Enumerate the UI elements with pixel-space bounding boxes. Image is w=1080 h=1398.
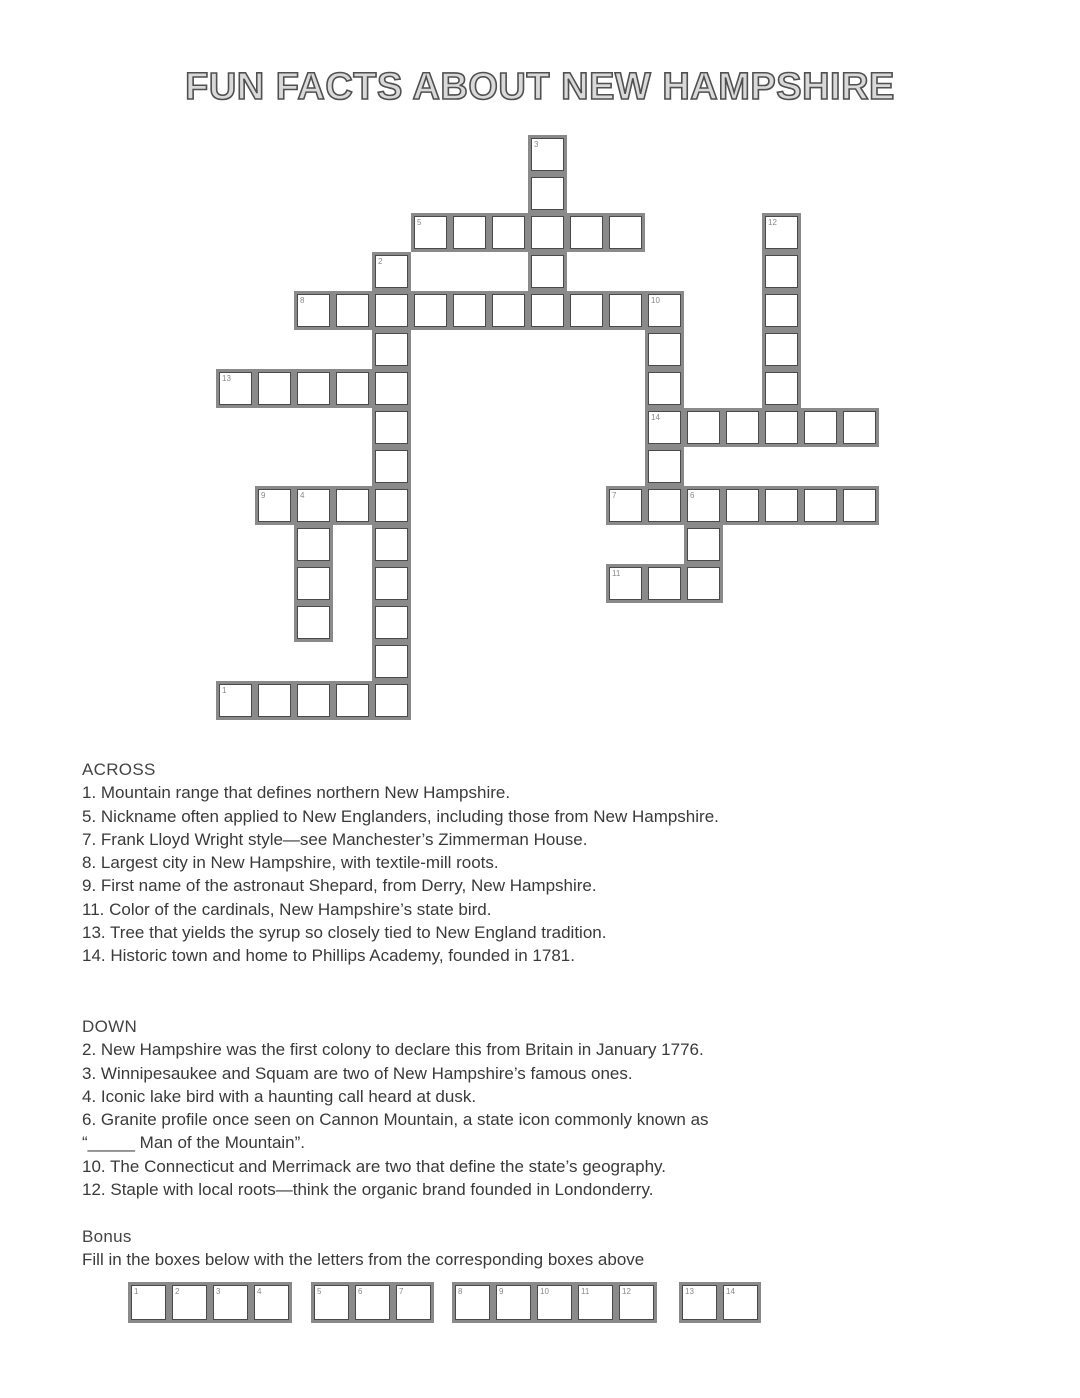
crossword-cell[interactable] [489, 291, 528, 330]
clue-across-5: 5. Nickname often applied to New Englanders, including those from New Hampshire. [82, 806, 719, 826]
cell-number: 7 [612, 491, 617, 500]
crossword-cell[interactable] [333, 369, 372, 408]
crossword-cell[interactable] [606, 213, 645, 252]
bonus-box-number: 5 [317, 1287, 322, 1296]
clue-down-10: 10. The Connecticut and Merrimack are two that define the state’s geography. [82, 1156, 667, 1176]
clue-down-4: 4. Iconic lake bird with a haunting call heard at dusk. [82, 1086, 477, 1106]
crossword-cell[interactable] [684, 525, 723, 564]
crossword-cell[interactable] [372, 525, 411, 564]
crossword-cell[interactable] [840, 486, 879, 525]
crossword-cell[interactable] [294, 486, 333, 525]
crossword-cell[interactable] [684, 486, 723, 525]
crossword-cell[interactable] [840, 408, 879, 447]
crossword-cell[interactable] [255, 486, 294, 525]
crossword-cell[interactable] [333, 486, 372, 525]
crossword-cell[interactable] [606, 564, 645, 603]
bonus-box-number: 9 [499, 1287, 504, 1296]
clue-across-13: 13. Tree that yields the syrup so closely tied to New England tradition. [82, 923, 607, 943]
cell-number: 9 [261, 491, 266, 500]
bonus-box[interactable] [169, 1282, 210, 1323]
crossword-cell[interactable] [411, 291, 450, 330]
crossword-cell[interactable] [372, 564, 411, 603]
bonus-box-number: 2 [175, 1287, 180, 1296]
crossword-cell[interactable] [645, 447, 684, 486]
bonus-box-number: 6 [358, 1287, 363, 1296]
crossword-cell[interactable] [762, 408, 801, 447]
bonus-box[interactable] [393, 1282, 434, 1323]
clue-across-7: 7. Frank Lloyd Wright style—see Manchester’s Zimmerman House. [82, 829, 588, 849]
crossword-cell[interactable] [762, 486, 801, 525]
crossword-cell[interactable] [294, 525, 333, 564]
bonus-box[interactable] [493, 1282, 534, 1323]
bonus-box-number: 14 [726, 1287, 735, 1296]
cell-number: 4 [300, 491, 305, 500]
crossword-cell[interactable] [216, 369, 255, 408]
bonus-box-number: 1 [134, 1287, 139, 1296]
crossword-cell[interactable] [372, 642, 411, 681]
crossword-cell[interactable] [411, 213, 450, 252]
crossword-cell[interactable] [333, 291, 372, 330]
bonus-instruction: Fill in the boxes below with the letters from the corresponding boxes above [82, 1250, 645, 1270]
cell-number: 1 [222, 686, 227, 695]
page-title: FUN FACTS ABOUT NEW HAMPSHIRE [185, 66, 895, 108]
bonus-box[interactable] [352, 1282, 393, 1323]
crossword-cell[interactable] [372, 369, 411, 408]
crossword-cell[interactable] [645, 486, 684, 525]
crossword-cell[interactable] [645, 408, 684, 447]
clue-down-6-cont: “_____ Man of the Mountain”. [82, 1133, 306, 1153]
crossword-cell[interactable] [372, 330, 411, 369]
cell-number: 11 [612, 569, 621, 578]
clue-down-2: 2. New Hampshire was the first colony to declare this from Britain in January 1776. [82, 1040, 704, 1060]
bonus-box[interactable] [452, 1282, 493, 1323]
bonus-section [82, 1225, 644, 1272]
cell-number: 2 [378, 257, 383, 266]
cell-number: 3 [534, 140, 539, 149]
crossword-cell[interactable] [372, 486, 411, 525]
across-heading: ACROSS [82, 760, 156, 779]
crossword-cell[interactable] [333, 681, 372, 720]
bonus-box-number: 4 [257, 1287, 262, 1296]
crossword-cell[interactable] [372, 408, 411, 447]
crossword-cell[interactable] [723, 408, 762, 447]
across-clues [82, 758, 719, 968]
clue-down-6: 6. Granite profile once seen on Cannon Mountain, a state icon commonly known as [82, 1110, 709, 1130]
crossword-cell[interactable] [372, 447, 411, 486]
crossword-cell[interactable] [645, 564, 684, 603]
bonus-box-number: 13 [685, 1287, 694, 1296]
crossword-cell[interactable] [762, 369, 801, 408]
bonus-box[interactable] [251, 1282, 292, 1323]
cell-number: 10 [651, 296, 660, 305]
cell-number: 8 [300, 296, 305, 305]
crossword-cell[interactable] [489, 213, 528, 252]
crossword-cell[interactable] [801, 408, 840, 447]
clue-across-14: 14. Historic town and home to Phillips Academy, founded in 1781. [82, 946, 575, 966]
crossword-cell[interactable] [294, 291, 333, 330]
bonus-box[interactable] [210, 1282, 251, 1323]
crossword-cell[interactable] [645, 291, 684, 330]
crossword-cell[interactable] [567, 291, 606, 330]
crossword-cell[interactable] [567, 213, 606, 252]
cell-number: 12 [768, 218, 777, 227]
crossword-cell[interactable] [762, 330, 801, 369]
crossword-cell[interactable] [372, 681, 411, 720]
crossword-cell[interactable] [645, 369, 684, 408]
bonus-box[interactable] [534, 1282, 575, 1323]
crossword-cell[interactable] [762, 291, 801, 330]
cell-number: 6 [690, 491, 695, 500]
crossword-cell[interactable] [606, 486, 645, 525]
crossword-cell[interactable] [684, 408, 723, 447]
bonus-heading: Bonus [82, 1227, 132, 1246]
down-heading: DOWN [82, 1017, 138, 1036]
bonus-box[interactable] [720, 1282, 761, 1323]
down-clues [82, 1015, 709, 1201]
crossword-cell[interactable] [372, 603, 411, 642]
bonus-box-number: 12 [622, 1287, 631, 1296]
clue-across-1: 1. Mountain range that defines northern New Hampshire. [82, 783, 511, 803]
crossword-cell[interactable] [528, 174, 567, 213]
bonus-box[interactable] [128, 1282, 169, 1323]
bonus-box[interactable] [616, 1282, 657, 1323]
clue-down-3: 3. Winnipesaukee and Squam are two of New Hampshire’s famous ones. [82, 1063, 633, 1083]
crossword-cell[interactable] [255, 681, 294, 720]
bonus-box-number: 11 [581, 1287, 590, 1296]
clue-down-12: 12. Staple with local roots—think the organic brand founded in Londonderry. [82, 1180, 654, 1200]
crossword-cell[interactable] [684, 564, 723, 603]
crossword-cell[interactable] [801, 486, 840, 525]
crossword-cell[interactable] [255, 369, 294, 408]
crossword-cell[interactable] [645, 330, 684, 369]
bonus-box-number: 7 [399, 1287, 404, 1296]
clue-across-8: 8. Largest city in New Hampshire, with textile-mill roots. [82, 853, 499, 873]
bonus-box-number: 3 [216, 1287, 221, 1296]
crossword-cell[interactable] [528, 252, 567, 291]
crossword-cell[interactable] [528, 135, 567, 174]
crossword-cell[interactable] [528, 213, 567, 252]
crossword-cell[interactable] [762, 252, 801, 291]
clue-across-11: 11. Color of the cardinals, New Hampshire’s state bird. [82, 899, 492, 919]
crossword-cell[interactable] [762, 213, 801, 252]
bonus-box-number: 8 [458, 1287, 463, 1296]
crossword-cell[interactable] [216, 681, 255, 720]
cell-number: 13 [222, 374, 231, 383]
clue-across-9: 9. First name of the astronaut Shepard, from Derry, New Hampshire. [82, 876, 597, 896]
bonus-box[interactable] [575, 1282, 616, 1323]
crossword-cell[interactable] [450, 291, 489, 330]
crossword-cell[interactable] [372, 252, 411, 291]
crossword-cell[interactable] [606, 291, 645, 330]
crossword-cell[interactable] [294, 681, 333, 720]
bonus-box-number: 10 [540, 1287, 549, 1296]
crossword-cell[interactable] [294, 603, 333, 642]
bonus-box[interactable] [679, 1282, 720, 1323]
cell-number: 14 [651, 413, 660, 422]
crossword-cell[interactable] [450, 213, 489, 252]
crossword-cell[interactable] [294, 564, 333, 603]
crossword-cell[interactable] [723, 486, 762, 525]
crossword-cell[interactable] [372, 291, 411, 330]
crossword-cell[interactable] [528, 291, 567, 330]
crossword-cell[interactable] [294, 369, 333, 408]
bonus-box[interactable] [311, 1282, 352, 1323]
cell-number: 5 [417, 218, 422, 227]
